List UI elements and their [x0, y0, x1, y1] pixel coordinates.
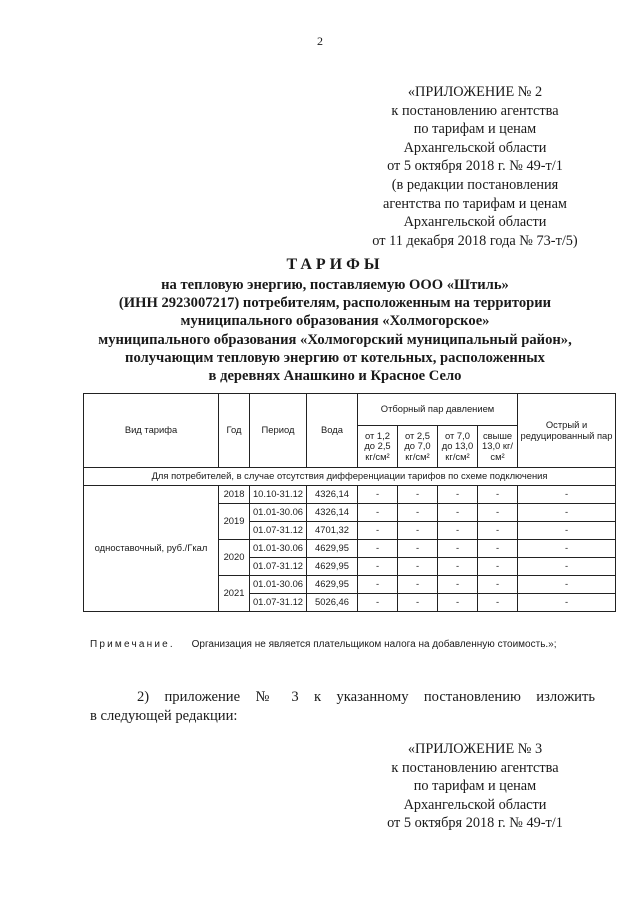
header-tariff-type: Вид тарифа: [84, 394, 219, 468]
dash-cell: -: [398, 504, 438, 522]
dash-cell: -: [398, 522, 438, 540]
appendix-3-line: по тарифам и ценам: [413, 778, 537, 795]
water-cell: 4629,95: [307, 558, 358, 576]
note: [90, 639, 557, 650]
dash-cell: -: [478, 486, 518, 504]
dash-cell: -: [398, 594, 438, 612]
dash-cell: -: [478, 558, 518, 576]
period-cell: 01.07-31.12: [250, 558, 307, 576]
page-number: 2: [317, 34, 323, 48]
note-text: Организация не является плательщиком налога на добавленную стоимость.»;: [191, 639, 557, 650]
year-cell: 2019: [219, 504, 250, 540]
title-line: на тепловую энергию, поставляемую ООО «Штиль»: [161, 277, 509, 293]
water-cell: 4326,14: [307, 504, 358, 522]
title-line: получающим тепловую энергию от котельных, расположенных: [125, 349, 545, 366]
appendix-3-line: Архангельской области: [403, 796, 547, 813]
appendix-2-line: (в редакции постановления: [391, 176, 559, 193]
dash-cell: -: [438, 540, 478, 558]
water-cell: 4701,32: [307, 522, 358, 540]
title-line: в деревнях Анашкино и Красное Село: [208, 368, 462, 385]
title-line: муниципального образования «Холмогорское»: [180, 313, 490, 330]
dash-cell: -: [398, 486, 438, 504]
dash-cell: -: [438, 576, 478, 594]
dash-cell: -: [518, 486, 616, 504]
dash-cell: -: [478, 504, 518, 522]
header-period: Период: [250, 394, 307, 468]
dash-cell: -: [478, 522, 518, 540]
dash-cell: -: [358, 576, 398, 594]
dash-cell: -: [438, 504, 478, 522]
water-cell: 4629,95: [307, 576, 358, 594]
year-cell: 2021: [219, 576, 250, 612]
appendix-3-line: «ПРИЛОЖЕНИЕ № 3: [407, 741, 543, 757]
dash-cell: -: [478, 594, 518, 612]
dash-cell: -: [518, 504, 616, 522]
dash-cell: -: [358, 540, 398, 558]
water-cell: 5026,46: [307, 594, 358, 612]
header-steam-3: от 7,0 до 13,0 кг/см²: [438, 426, 478, 468]
amendment-paragraph: [90, 688, 595, 726]
period-cell: 01.07-31.12: [250, 522, 307, 540]
appendix-2-line: Архангельской области: [403, 139, 547, 156]
section-title: Для потребителей, в случае отсутствия дифференциации тарифов по схеме подключения: [84, 468, 616, 486]
header-steam-2: от 2,5 до 7,0 кг/см²: [398, 426, 438, 468]
tariffs-table: [83, 393, 616, 612]
header-year: Год: [219, 394, 250, 468]
header-sharp-steam: Острый и редуцированный пар: [518, 394, 616, 468]
year-cell: 2018: [219, 486, 250, 504]
period-cell: 01.01-30.06: [250, 576, 307, 594]
dash-cell: -: [398, 558, 438, 576]
appendix-2-line: от 11 декабря 2018 года № 73-т/5): [372, 232, 578, 249]
dash-cell: -: [438, 594, 478, 612]
period-cell: 10.10-31.12: [250, 486, 307, 504]
appendix-2-line: по тарифам и ценам: [413, 121, 537, 138]
dash-cell: -: [518, 576, 616, 594]
appendix-3-header: [340, 740, 610, 833]
dash-cell: -: [398, 540, 438, 558]
title-heading: ТАРИФЫ: [286, 256, 384, 273]
dash-cell: -: [518, 540, 616, 558]
appendix-3-line: от 5 октября 2018 г. № 49-т/1: [387, 815, 563, 832]
dash-cell: -: [518, 558, 616, 576]
tariff-name: одноставочный, руб./Гкал: [84, 486, 219, 612]
dash-cell: -: [358, 522, 398, 540]
dash-cell: -: [478, 540, 518, 558]
paragraph-line: 2) приложение № 3 к указанному постановлению изложить: [137, 689, 595, 705]
dash-cell: -: [358, 558, 398, 576]
header-water: Вода: [307, 394, 358, 468]
dash-cell: -: [358, 504, 398, 522]
title-line: муниципального образования «Холмогорский муниципальный район»,: [98, 331, 572, 348]
header-steam-4: свыше 13,0 кг/см²: [478, 426, 518, 468]
appendix-2-header: [340, 83, 610, 250]
dash-cell: -: [358, 594, 398, 612]
dash-cell: -: [438, 522, 478, 540]
period-cell: 01.01-30.06: [250, 540, 307, 558]
dash-cell: -: [438, 558, 478, 576]
water-cell: 4326,14: [307, 486, 358, 504]
appendix-2-line: к постановлению агентства: [391, 102, 559, 119]
appendix-2-line: «ПРИЛОЖЕНИЕ № 2: [407, 84, 543, 100]
water-cell: 4629,95: [307, 540, 358, 558]
header-steam-1: от 1,2 до 2,5 кг/см²: [358, 426, 398, 468]
dash-cell: -: [438, 486, 478, 504]
period-cell: 01.01-30.06: [250, 504, 307, 522]
title-line: (ИНН 2923007217) потребителям, расположенным на территории: [118, 295, 552, 312]
appendix-2-line: от 5 октября 2018 г. № 49-т/1: [387, 158, 563, 175]
tariffs-title: [70, 254, 600, 385]
dash-cell: -: [358, 486, 398, 504]
header-steam-group: Отборный пар давлением: [358, 394, 518, 426]
appendix-3-line: к постановлению агентства: [391, 759, 559, 776]
year-cell: 2020: [219, 540, 250, 576]
table-row: [84, 486, 616, 504]
appendix-2-line: агентства по тарифам и ценам: [383, 195, 567, 212]
dash-cell: -: [478, 576, 518, 594]
note-label: Примечание.: [90, 639, 175, 650]
appendix-2-line: Архангельской области: [403, 214, 547, 231]
dash-cell: -: [518, 594, 616, 612]
dash-cell: -: [518, 522, 616, 540]
period-cell: 01.07-31.12: [250, 594, 307, 612]
dash-cell: -: [398, 576, 438, 594]
paragraph-line: в следующей редакции:: [90, 708, 238, 724]
